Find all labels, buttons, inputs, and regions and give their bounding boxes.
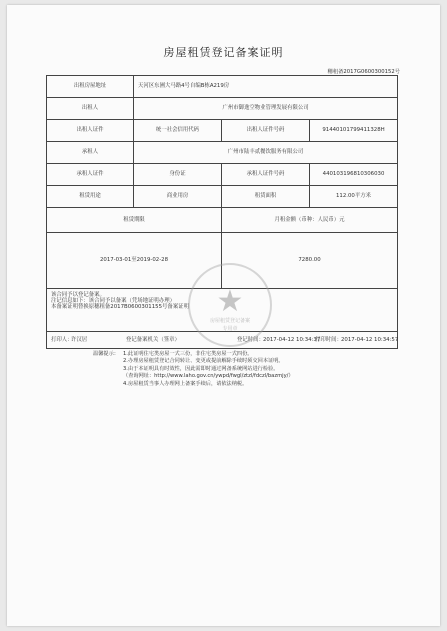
lessee-cert-type: 身份证 bbox=[134, 164, 222, 186]
rent-value: 7280.00 bbox=[222, 233, 398, 289]
period-label: 租赁期限 bbox=[47, 208, 222, 233]
reg-time-label: 登记时间： bbox=[237, 337, 264, 343]
reminder-link[interactable]: （查询网址：http://www.laho.gov.cn/ywpd/fwgl/ztzl/fdczl/bazmjy/） bbox=[123, 373, 294, 380]
period-value: 2017-03-01至2019-02-28 bbox=[47, 233, 222, 289]
print-time-label: 打印时间： bbox=[315, 337, 342, 343]
lessor-cert-label: 出租人证件 bbox=[47, 120, 134, 142]
reminder-item: 2.办理房屋租赁登记合同转让、变更或提前解除手续时须交回本证明。 bbox=[123, 358, 284, 365]
lessor-cert-type: 统一社会信用代码 bbox=[134, 120, 222, 142]
printer-name: 许汉居 bbox=[71, 337, 88, 343]
document-title: 房屋租赁登记备案证明 bbox=[163, 46, 284, 59]
print-time: 2017-04-12 10:34:57 bbox=[341, 337, 399, 343]
note-line: 本备案证明替换原穗租备2017B0600301155号备案证明 bbox=[51, 304, 189, 311]
lessee-cert-no-label: 承租人证件号码 bbox=[222, 164, 310, 186]
area-label: 租赁面积 bbox=[222, 186, 310, 208]
reminder-item: 3.由于本证明具有时效性，因此需即时通过网备系统网站进行检验。 bbox=[123, 365, 279, 372]
note-line: 该合同予以登记备案。 bbox=[51, 292, 105, 298]
reminder-item: 1.此证明住宅类房屋一式三份，非住宅类房屋一式四份。 bbox=[123, 351, 253, 357]
seal-star-icon: ★ bbox=[216, 284, 244, 319]
reg-time: 2017-04-12 10:34:37 bbox=[263, 337, 321, 343]
lessor-label: 出租人 bbox=[47, 98, 134, 120]
lessor-cert-no-label: 出租人证件号码 bbox=[222, 120, 310, 142]
seal-bottom-text: 专用章 bbox=[222, 326, 238, 332]
authority-label: 登记备案机关（签章） bbox=[126, 337, 180, 343]
reminder-label: 温馨提示： bbox=[93, 351, 119, 357]
use-label: 租赁用途 bbox=[47, 186, 134, 208]
address-label: 出租房屋地址 bbox=[47, 76, 134, 98]
registration-number: 穗租备2017G0600300152号 bbox=[327, 69, 400, 75]
area-value: 112.00平方米 bbox=[310, 186, 398, 208]
printer-label: 打印人： bbox=[51, 337, 73, 343]
lessee-cert-label: 承租人证件 bbox=[47, 164, 134, 186]
rent-label: 月租金额（币种：人民币）元 bbox=[222, 208, 398, 233]
reminder-item: 4.房屋租赁当事人办理网上备案手续后，请依法纳税。 bbox=[123, 380, 248, 387]
note-line: 注记信息如下：该合同予以备案（凭场地证明办理） bbox=[51, 298, 175, 305]
lessee-cert-no: 440103196810306030 bbox=[310, 164, 398, 186]
official-seal bbox=[188, 263, 272, 347]
lessee-value: 广州市陆丰贰餐饮服务有限公司 bbox=[134, 142, 398, 164]
lessor-value: 广州市御逸空物业管理发展有限公司 bbox=[134, 98, 398, 120]
lessor-cert-no: 91440101799411328H bbox=[310, 120, 398, 142]
document-page bbox=[7, 5, 440, 626]
use-value: 商业用房 bbox=[134, 186, 222, 208]
seal-center-text: 房屋租赁登记备案 bbox=[209, 318, 250, 324]
lessee-label: 承租人 bbox=[47, 142, 134, 164]
address-value: 天河区东圃大马路4号自编B栋A219房 bbox=[134, 76, 398, 98]
